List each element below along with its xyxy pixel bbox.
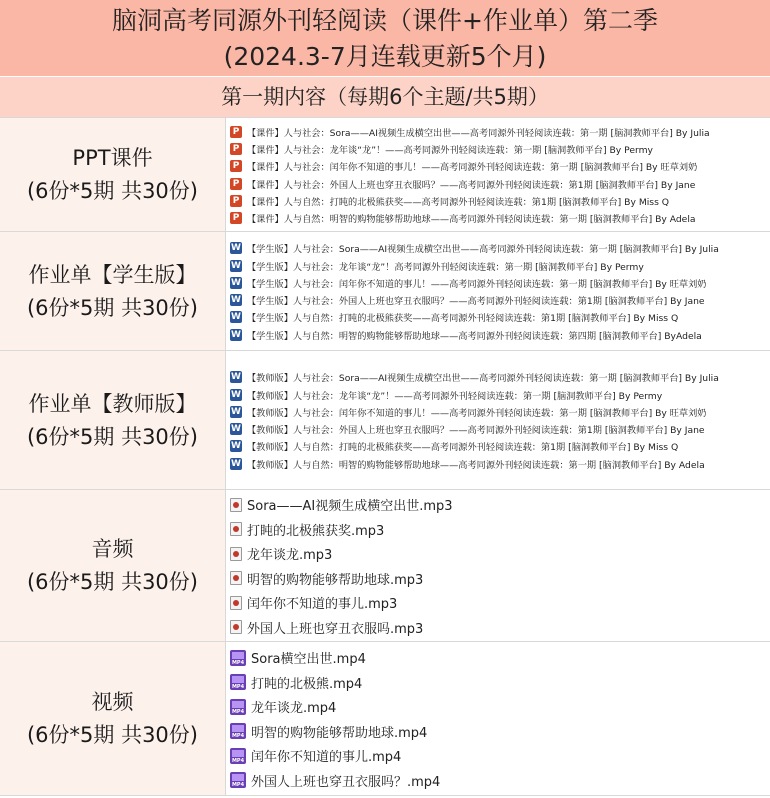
file-item[interactable] xyxy=(226,542,770,567)
file-item[interactable] xyxy=(226,140,770,157)
ppt-icon: P xyxy=(230,212,242,224)
file-name: 【教师版】人与自然：打盹的北极熊获奖——高考同源外刊轻阅读连载：第1期 [脑洞教师平台] By Miss Q xyxy=(247,442,679,454)
ppt-icon: P xyxy=(230,143,242,155)
file-name: 【教师版】人与社会：外国人上班也穿丑衣服吗？——高考同源外刊轻阅读连载：第1期 [脑洞教师平台] By Jane xyxy=(247,425,705,437)
file-name: 外国人上班也穿丑衣服吗.mp3 xyxy=(247,621,424,637)
row-label xyxy=(0,490,226,642)
file-item[interactable] xyxy=(226,768,770,793)
word-icon: W xyxy=(231,277,241,288)
file-item[interactable] xyxy=(226,175,770,192)
row-student-worksheet xyxy=(0,231,770,351)
file-item[interactable] xyxy=(226,386,770,403)
file-name: 明智的购物能够帮助地球.mp3 xyxy=(247,572,424,588)
row-teacher-worksheet xyxy=(0,350,770,490)
word-icon: W xyxy=(231,312,241,323)
file-name: 【学生版】人与社会：龙年谈“龙”！高考同源外刊轻阅读连载：第一期 [脑洞教师平台] By Permy xyxy=(247,261,644,273)
video-file-icon xyxy=(230,772,246,788)
file-item[interactable] xyxy=(226,438,770,455)
file-name: 打盹的北极熊.mp4 xyxy=(251,676,363,692)
file-name: 【课件】人与社会：龙年谈“龙”！——高考同源外刊轻阅读连载：第一期 [脑洞教师平台] By Permy xyxy=(247,145,653,157)
file-name: 【教师版】人与社会：龙年谈“龙”！——高考同源外刊轻阅读连载：第一期 [脑洞教师平台] By Permy xyxy=(247,390,663,402)
audio-file-icon xyxy=(230,571,242,585)
file-item[interactable] xyxy=(226,695,770,720)
file-name: 龙年谈龙.mp3 xyxy=(247,548,333,564)
file-name: 【学生版】人与自然：打盹的北极熊获奖——高考同源外刊轻阅读连载：第1期 [脑洞教师平台] By Miss Q xyxy=(247,313,679,325)
file-name: 闰年你不知道的事儿.mp4 xyxy=(251,750,402,766)
file-item[interactable] xyxy=(226,517,770,542)
file-name: 龙年谈龙.mp4 xyxy=(251,701,337,717)
video-file-icon xyxy=(230,748,246,764)
row-label xyxy=(0,118,226,232)
word-icon: W xyxy=(231,424,241,435)
file-name: 【课件】人与自然：明智的购物能够帮助地球——高考同源外刊轻阅读连载：第一期 [脑洞教师平台] By Adela xyxy=(247,214,696,226)
audio-file-icon xyxy=(230,522,242,536)
audio-file-icon xyxy=(230,596,242,610)
file-item[interactable] xyxy=(226,493,770,518)
file-item[interactable] xyxy=(226,719,770,744)
file-item[interactable] xyxy=(226,326,770,343)
file-name: 打盹的北极熊获奖.mp3 xyxy=(247,523,385,539)
file-name: 【课件】人与自然：打盹的北极熊获奖——高考同源外刊轻阅读连载：第1期 [脑洞教师平台] By Miss Q xyxy=(247,196,670,208)
file-item[interactable] xyxy=(226,158,770,175)
file-list xyxy=(226,490,770,642)
file-name: 【学生版】人与社会：外国人上班也穿丑衣服吗？——高考同源外刊轻阅读连载：第1期 [脑洞教师平台] By Jane xyxy=(247,296,705,308)
row-video xyxy=(0,641,770,796)
file-item[interactable] xyxy=(226,455,770,472)
ppt-icon: P xyxy=(230,126,242,138)
file-name: 【教师版】人与自然：明智的购物能够帮助地球——高考同源外刊轻阅读连载：第一期 [脑洞教师平台] By Adela xyxy=(247,459,705,471)
table-bottom-border xyxy=(0,795,770,796)
file-list xyxy=(226,351,770,490)
row-label-count: (6份*5期 共30份) xyxy=(26,179,198,203)
file-item[interactable] xyxy=(226,309,770,326)
row-label xyxy=(0,642,226,796)
row-label-count: (6份*5期 共30份) xyxy=(26,723,198,747)
file-item[interactable] xyxy=(226,369,770,386)
file-name: 【教师版】人与社会：Sora——AI视频生成横空出世——高考同源外刊轻阅读连载：第一期 [脑洞教师平台] By Julia xyxy=(247,373,719,385)
word-icon: W xyxy=(231,389,241,400)
row-label xyxy=(0,232,226,351)
file-item[interactable] xyxy=(226,421,770,438)
word-icon: W xyxy=(231,441,241,452)
file-item[interactable] xyxy=(226,591,770,616)
word-icon: W xyxy=(231,329,241,340)
word-icon: W xyxy=(231,295,241,306)
row-label-title: 作业单【学生版】 xyxy=(28,262,197,287)
page-title: 脑洞高考同源外刊轻阅读（课件+作业单）第二季 xyxy=(112,6,658,35)
audio-file-icon xyxy=(230,547,242,561)
file-list xyxy=(226,118,770,232)
file-name: 【课件】人与社会：外国人上班也穿丑衣服吗？——高考同源外刊轻阅读连载：第1期 [脑洞教师平台] By Jane xyxy=(247,179,696,191)
word-icon: W xyxy=(231,243,241,254)
file-item[interactable] xyxy=(226,615,770,640)
file-item[interactable] xyxy=(226,192,770,209)
file-item[interactable] xyxy=(226,257,770,274)
video-file-icon xyxy=(230,674,246,690)
video-file-icon xyxy=(230,723,246,739)
file-name: 【学生版】人与自然：明智的购物能够帮助地球——高考同源外刊轻阅读连载：第四期 [脑洞教师平台] ByAdela xyxy=(247,330,702,342)
audio-file-icon xyxy=(230,498,242,512)
row-label xyxy=(0,351,226,490)
file-list xyxy=(226,642,770,796)
file-item[interactable] xyxy=(226,210,770,227)
row-label-title: 视频 xyxy=(91,690,134,714)
ppt-icon: P xyxy=(230,195,242,207)
row-label-title: PPT课件 xyxy=(72,146,153,170)
word-icon: W xyxy=(231,260,241,271)
file-name: 外国人上班也穿丑衣服吗？.mp4 xyxy=(251,774,441,790)
row-label-count: (6份*5期 共30份) xyxy=(26,295,198,320)
video-file-icon xyxy=(230,699,246,715)
file-item[interactable] xyxy=(226,292,770,309)
file-item[interactable] xyxy=(226,744,770,769)
file-name: 明智的购物能够帮助地球.mp4 xyxy=(251,725,428,741)
row-label-title: 音频 xyxy=(91,537,134,561)
file-list xyxy=(226,232,770,351)
row-label-count: (6份*5期 共30份) xyxy=(26,424,198,449)
file-name: 【学生版】人与社会：Sora——AI视频生成横空出世——高考同源外刊轻阅读连载：第一期 [脑洞教师平台] By Julia xyxy=(247,244,719,256)
file-item[interactable] xyxy=(226,240,770,257)
row-audio xyxy=(0,489,770,642)
file-item[interactable] xyxy=(226,403,770,420)
word-icon: W xyxy=(231,372,241,383)
file-item[interactable] xyxy=(226,566,770,591)
ppt-icon: P xyxy=(230,160,242,172)
file-item[interactable] xyxy=(226,670,770,695)
file-name: 【课件】人与社会：闰年你不知道的事儿！——高考同源外刊轻阅读连载：第一期 [脑洞教师平台] By 旺草刘奶 xyxy=(247,162,698,174)
file-name: Sora横空出世.mp4 xyxy=(251,652,366,668)
word-icon: W xyxy=(231,406,241,417)
title-banner xyxy=(0,0,770,76)
file-name: 【教师版】人与社会：闰年你不知道的事儿！——高考同源外刊轻阅读连载：第一期 [脑洞教师平台] By 旺草刘奶 xyxy=(247,407,707,419)
video-file-icon xyxy=(230,650,246,666)
issue-subtitle: 第一期内容（每期6个主题/共5期） xyxy=(0,76,770,118)
ppt-icon: P xyxy=(230,178,242,190)
file-name: Sora——AI视频生成横空出世.mp3 xyxy=(247,499,453,515)
file-name: 【课件】人与社会：Sora——AI视频生成横空出世——高考同源外刊轻阅读连载：第一期 [脑洞教师平台] By Julia xyxy=(247,127,710,139)
page-title-period: (2024.3-7月连载更新5个月) xyxy=(223,42,547,71)
file-name: 闰年你不知道的事儿.mp3 xyxy=(247,597,398,613)
file-item[interactable] xyxy=(226,274,770,291)
file-name: 【学生版】人与社会：闰年你不知道的事儿！——高考同源外刊轻阅读连载：第一期 [脑洞教师平台] By 旺草刘奶 xyxy=(247,278,707,290)
row-label-title: 作业单【教师版】 xyxy=(28,391,197,416)
row-label-count: (6份*5期 共30份) xyxy=(26,570,198,594)
word-icon: W xyxy=(231,458,241,469)
row-ppt xyxy=(0,117,770,232)
file-item[interactable] xyxy=(226,646,770,671)
audio-file-icon xyxy=(230,620,242,634)
file-item[interactable] xyxy=(226,123,770,140)
